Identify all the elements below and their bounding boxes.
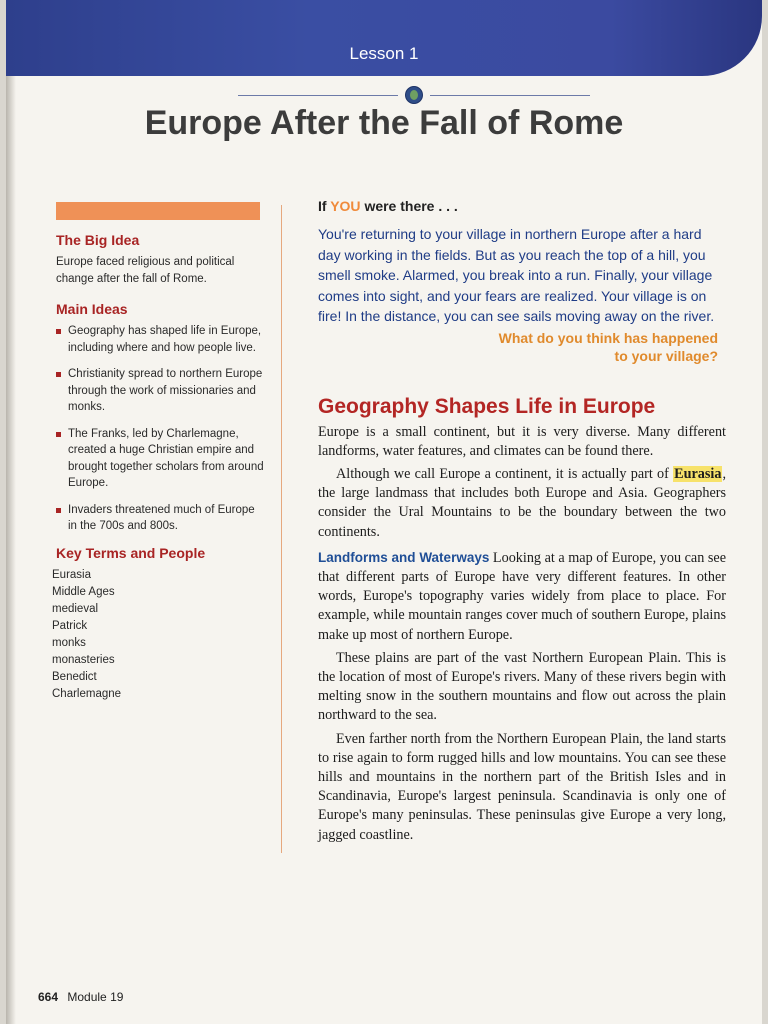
question-line-1: What do you think has happened <box>498 329 718 346</box>
scenario-question <box>318 329 726 365</box>
key-term: Eurasia <box>52 568 91 581</box>
key-term: Benedict <box>52 670 97 683</box>
title-rule-right <box>430 95 590 96</box>
key-term-eurasia: Eurasia <box>674 465 722 482</box>
main-ideas-heading: Main Ideas <box>56 301 128 317</box>
main-idea-item: The Franks, led by Charlemagne, created a huge Christian empire and brought together scholars from around Europe. <box>56 426 265 492</box>
key-term: Middle Ages <box>52 585 115 598</box>
sidebar-accent-bar <box>56 202 260 220</box>
lesson-label: Lesson 1 <box>349 44 419 63</box>
if-you-were-there-heading <box>318 198 726 214</box>
big-idea-heading: The Big Idea <box>56 232 140 248</box>
key-term: monasteries <box>52 653 115 666</box>
main-idea-item: Invaders threatened much of Europe in the 700s and 800s. <box>56 502 265 535</box>
globe-icon <box>405 86 423 104</box>
key-term: medieval <box>52 602 99 615</box>
paragraph-3 <box>318 548 726 645</box>
lesson-sidebar <box>50 202 265 703</box>
paragraph-2-after: , the large landmass that includes both Europe and Asia. Geographers consider the Ural Mountains to be the boundary between the two continents. <box>318 465 726 540</box>
ifyou-suffix: were there . . . <box>364 198 458 214</box>
key-term: Patrick <box>52 619 88 632</box>
key-terms-heading: Key Terms and People <box>56 544 206 561</box>
key-term: monks <box>52 636 86 649</box>
main-column <box>318 198 726 845</box>
paragraph-2-before: Although we call Europe a continent, it is actually part of <box>336 465 674 482</box>
page-footer <box>38 990 123 1004</box>
module-label: Module 19 <box>67 990 124 1004</box>
key-terms-list <box>50 567 265 703</box>
title-rule-left <box>238 95 398 96</box>
page-title: Europe After the Fall of Rome <box>144 104 624 142</box>
ifyou-you: YOU <box>330 198 361 214</box>
paragraph-1: Europe is a small continent, but it is very diverse. Many different landforms, water features, and climates can be found there. <box>318 423 726 459</box>
main-idea-item: Geography has shaped life in Europe, including where and how people live. <box>56 323 265 356</box>
main-ideas-list <box>50 323 265 535</box>
textbook-page <box>6 0 762 1024</box>
ifyou-prefix: If <box>318 198 327 214</box>
question-line-2: to your village? <box>614 347 718 364</box>
key-term: Charlemagne <box>52 687 122 700</box>
header-band <box>6 0 762 76</box>
paragraph-2 <box>318 465 726 542</box>
big-idea-text: Europe faced religious and political change after the fall of Rome. <box>56 256 235 285</box>
paragraph-4: These plains are part of the vast Northern European Plain. This is the location of most of Europe's rivers. Many of these rivers begin with melting snow in the southern mountains and flow out across the plain northward to the sea. <box>318 649 726 724</box>
main-idea-item: Christianity spread to northern Europe through the work of missionaries and monks. <box>56 366 265 416</box>
scenario-story: You're returning to your village in northern Europe after a hard day working in the fields. But as you reach the top of a hill, you smell smoke. Alarmed, you break into a run. Finally, your village comes into sight, and your fears are realized. Your village is on fire! In the distance, you can see sails moving away on the river. <box>318 226 715 324</box>
column-divider <box>281 205 282 853</box>
landforms-subhead: Landforms and Waterways <box>318 549 490 565</box>
paragraph-5: Even farther north from the Northern European Plain, the land starts to rise again to form rugged hills and low mountains. You can see these hills and mountains in the northern part of the British Isles and in Scandinavia, Europe's largest peninsula. Scandinavia is only one of Europe's many peninsulas. These peninsulas give Europe a very long, jagged coastline. <box>318 730 726 843</box>
section-heading: Geography Shapes Life in Europe <box>318 394 656 418</box>
paragraph-3-text: Looking at a map of Europe, you can see that different parts of Europe have very different features. In other words, Europe's topography varies widely from place to place. For example, while mountain ranges cover much of southern Europe, plains make up most of northern Europe. <box>318 549 726 643</box>
page-gutter-shadow <box>6 0 16 1024</box>
page-number: 664 <box>38 990 59 1004</box>
